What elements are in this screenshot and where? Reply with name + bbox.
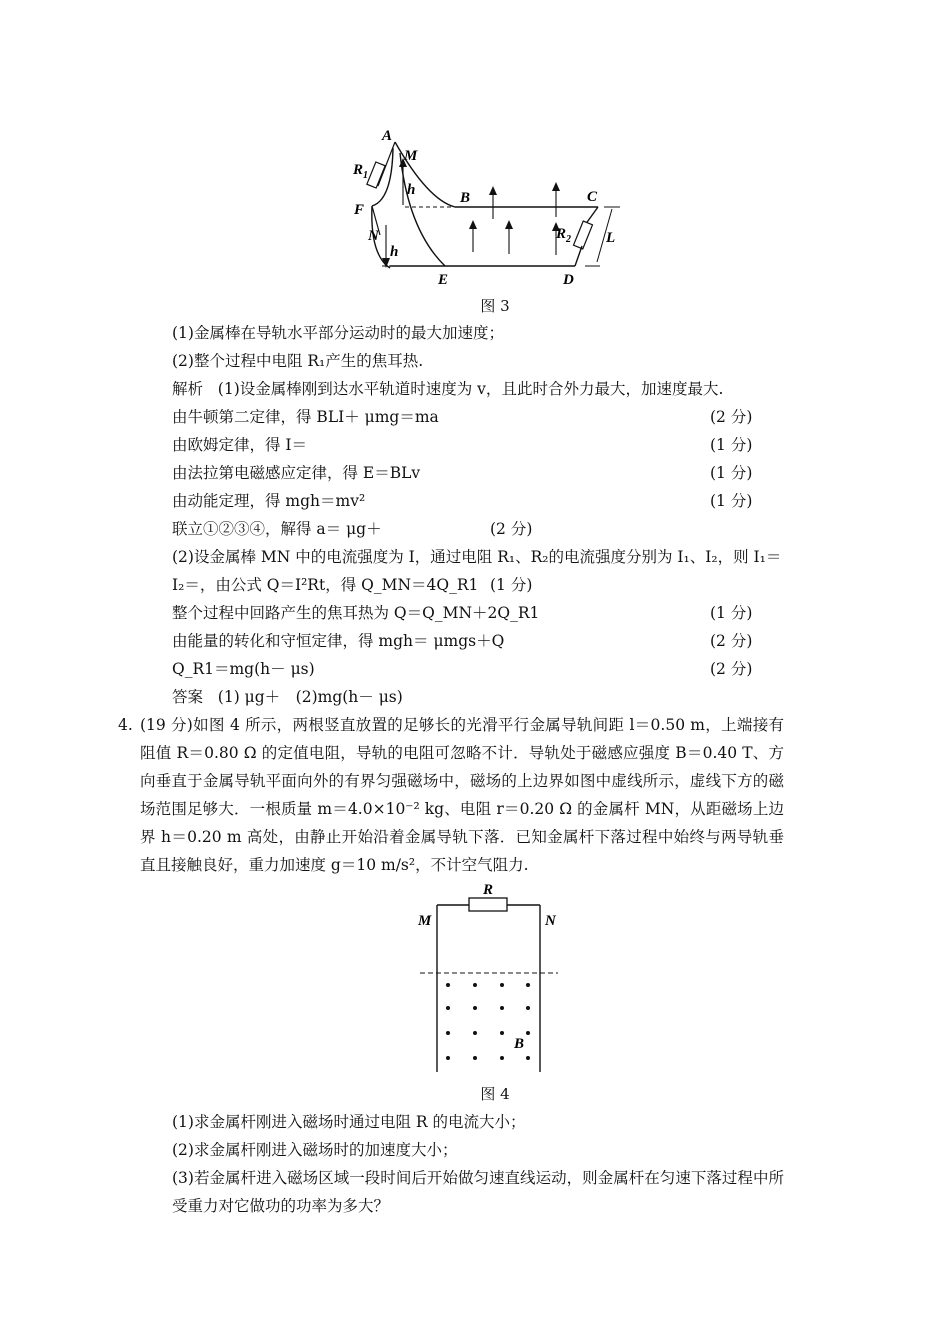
q3-part1: (1)金属棒在导轨水平部分运动时的最大加速度； — [172, 324, 504, 342]
figure-4-diagram — [410, 875, 570, 1075]
fig3-label-E: E — [438, 272, 449, 288]
analysis-intro: (1)设金属棒刚到达水平轨道时速度为 v，且此时合外力最大，加速度最大. — [217, 380, 724, 398]
q3-step2-2: 由能量的转化和守恒定律，得 mgh＝ μmgs＋Q — [172, 632, 505, 650]
analysis-label: 解析 — [172, 380, 204, 398]
fig3-label-M: M — [404, 148, 418, 164]
fig4-label-R: R — [483, 882, 494, 898]
q4-part1: (1)求金属杆刚进入磁场时通过电阻 R 的电流大小； — [172, 1113, 526, 1131]
q3-combine: 联立①②③④，解得 a＝ μg＋ — [172, 520, 382, 538]
figure-4-caption: 图 4 — [480, 1085, 510, 1103]
answer-label: 答案 — [172, 688, 204, 706]
fig3-label-B: B — [460, 190, 471, 206]
fig3-label-R2: $R_2$ — [556, 226, 572, 245]
fig3-label-A: A — [382, 128, 393, 144]
fig3-label-R1: $R_1$ — [353, 162, 369, 181]
q3-step2-1: 整个过程中回路产生的焦耳热为 Q＝Q_MN＋2Q_R1 — [172, 604, 540, 622]
q3-part2-b: I₂＝，由公式 Q＝I²Rt，得 Q_MN＝4Q_R1 — [172, 576, 479, 594]
fig4-label-M: M — [418, 913, 432, 929]
q3-step-2-score: (1 分) — [710, 436, 753, 454]
q3-step2-3-score: (2 分) — [710, 660, 753, 678]
fig3-label-C: C — [587, 189, 598, 205]
q3-step2-3: Q_R1＝mg(h－ μs) — [172, 660, 315, 678]
q3-step-1: 由牛顿第二定律，得 BLI＋ μmg＝ma — [172, 408, 439, 426]
answer-text: (1) μg＋ (2)mg(h－ μs) — [217, 688, 403, 706]
fig3-label-N: N — [368, 228, 379, 244]
fig4-label-N: N — [545, 913, 556, 929]
q3-step-4-score: (1 分) — [710, 492, 753, 510]
q3-step-3: 由法拉第电磁感应定律，得 E＝BLv — [172, 464, 421, 482]
q3-part2-b-score: (1 分) — [490, 576, 533, 594]
q3-answer — [172, 687, 403, 707]
q3-step2-2-score: (2 分) — [710, 632, 753, 650]
figure-3-diagram — [340, 120, 640, 290]
q3-part2-a: (2)设金属棒 MN 中的电流强度为 I，通过电阻 R₁、R₂的电流强度分别为 I₁、I₂，则 I₁＝ — [172, 548, 782, 566]
q3-combine-score: (2 分) — [490, 520, 533, 538]
fig4-label-B: B — [514, 1036, 525, 1052]
q3-step-1-score: (2 分) — [710, 408, 753, 426]
q3-step-3-score: (1 分) — [710, 464, 753, 482]
fig3-label-F: F — [354, 202, 365, 218]
q3-part2: (2)整个过程中电阻 R₁产生的焦耳热. — [172, 352, 424, 370]
q4-body: (19 分)如图 4 所示，两根竖直放置的足够长的光滑平行金属导轨间距 l＝0.50 m，上端接有阻值 R＝0.80 Ω 的定值电阻，导轨的电阻可忽略不计．导轨处于磁感应强度 B＝0.40 T、方向垂直于金属导轨平面向外的有界匀强磁场中，磁场的上边界如图中虚线所示，虚线下方的磁场范围足够大．一根质量 m＝4.0×10⁻² kg、电阻 r＝0.20 Ω 的金属杆 MN，从距磁场上边界 h＝0.20 m 高处，由静止开始沿着金属导轨下落．已知金属杆下落过程中始终与两导轨垂直且接触良好，重力加速度 g＝10 m/s²，不计空气阻力. — [140, 716, 784, 874]
q3-step-4: 由动能定理，得 mgh＝mv² — [172, 492, 366, 510]
q3-step-2: 由欧姆定律，得 I＝ — [172, 436, 308, 454]
fig3-label-D: D — [563, 272, 574, 288]
fig3-label-h-top: h — [407, 182, 416, 198]
q3-step2-1-score: (1 分) — [710, 604, 753, 622]
q4-number: 4. — [118, 716, 133, 734]
q4-part2: (2)求金属杆刚进入磁场时的加速度大小； — [172, 1141, 458, 1159]
q4-part3: (3)若金属杆进入磁场区域一段时间后开始做匀速直线运动，则金属杆在匀速下落过程中所受重力对它做功的功率为多大？ — [172, 1169, 784, 1215]
fig3-label-h-bottom: h — [390, 244, 399, 260]
figure-3-caption: 图 3 — [480, 297, 510, 315]
q3-analysis — [172, 379, 723, 399]
fig3-label-L: L — [606, 230, 616, 246]
